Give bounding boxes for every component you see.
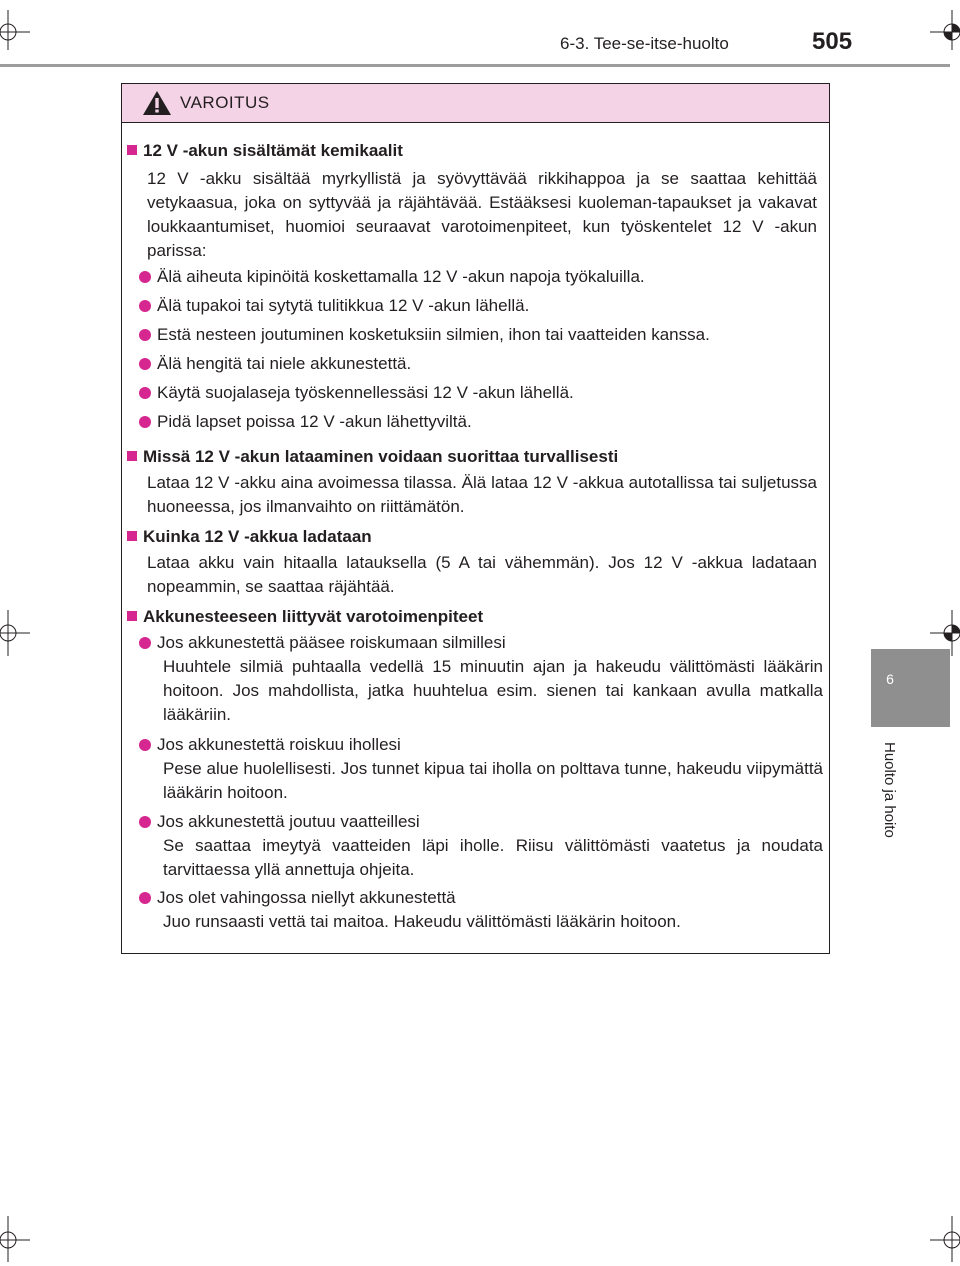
list-item: Pidä lapset poissa 12 V -akun lähettyviltä. [139, 410, 824, 434]
bullet-dot-icon [139, 637, 151, 649]
list-item: Jos akkunestettä pääsee roiskumaan silmillesi [139, 631, 824, 655]
chapter-number: 6 [886, 671, 894, 687]
bullet-dot-icon [139, 387, 151, 399]
header-rule [0, 64, 950, 67]
bullet-dot-icon [139, 739, 151, 751]
bullet-dot-icon [139, 358, 151, 370]
section-title: Kuinka 12 V -akkua ladataan [127, 525, 372, 549]
section-header: 6-3. Tee-se-itse-huolto [560, 34, 729, 53]
bullet-dot-icon [139, 892, 151, 904]
square-bullet-icon [127, 531, 137, 541]
warning-box [121, 83, 830, 954]
chapter-title-vertical [874, 742, 914, 882]
section-text: Lataa akku vain hitaalla latauksella (5 A tai vähemmän). Jos 12 V -akkua ladataan nopeammin, se saattaa räjähtää. [147, 553, 817, 596]
section-text: 12 V -akku sisältää myrkyllistä ja syövyttävää rikkihappoa ja se saattaa kehittää vetykaasua, joka on syttyvää ja räjähtävää. Estääksesi kuoleman-tapaukset ja vakavat loukkaantumiset, huomioi seuraavat varotoimenpiteet, kun työskentelet 12 V -akun parissa: [147, 169, 817, 260]
list-item: Estä nesteen joutuminen kosketuksiin silmien, ihon tai vaatteiden kanssa. [139, 323, 824, 347]
item-text: Huuhtele silmiä puhtaalla vedellä 15 minuutin ajan ja hakeudu välittömästi lääkärin hoitoon. Jos mahdollista, jatka huuhtelua esim. sienen tai kankaan avulla matkalla lääkäriin. [163, 657, 823, 724]
square-bullet-icon [127, 145, 137, 155]
square-bullet-icon [127, 451, 137, 461]
bullet-dot-icon [139, 300, 151, 312]
bullet-dot-icon [139, 329, 151, 341]
bullet-dot-icon [139, 816, 151, 828]
list-item: Jos olet vahingossa niellyt akkunestettä [139, 886, 824, 910]
warning-triangle-icon [142, 90, 172, 116]
warning-header [122, 84, 829, 123]
list-item: Älä tupakoi tai sytytä tulitikkua 12 V -akun lähellä. [139, 294, 824, 318]
list-item: Jos akkunestettä roiskuu ihollesi [139, 733, 824, 757]
square-bullet-icon [127, 611, 137, 621]
warning-title: VAROITUS [180, 93, 270, 112]
chapter-title: Huolto ja hoito [881, 742, 898, 838]
page-number: 505 [812, 28, 853, 55]
section-title: Missä 12 V -akun lataaminen voidaan suorittaa turvallisesti [127, 445, 618, 469]
section-title: 12 V -akun sisältämät kemikaalit [127, 139, 403, 163]
bullet-dot-icon [139, 271, 151, 283]
list-item: Jos akkunestettä joutuu vaatteillesi [139, 810, 824, 834]
section-text: Lataa 12 V -akku aina avoimessa tilassa. Älä lataa 12 V -akkua autotallissa tai suljetussa huoneessa, jos ilmanvaihto on riittämätön. [147, 473, 817, 516]
item-text: Pese alue huolellisesti. Jos tunnet kipua tai iholla on polttava tunne, hakeudu viipymättä lääkärin hoitoon. [163, 759, 823, 802]
section-title: Akkunesteeseen liittyvät varotoimenpiteet [127, 605, 483, 629]
list-item: Käytä suojalaseja työskennellessäsi 12 V -akun lähellä. [139, 381, 824, 405]
item-text: Se saattaa imeytyä vaatteiden läpi iholle. Riisu välittömästi vaatetus ja noudata tarvittaessa yllä annettuja ohjeita. [163, 836, 823, 879]
chapter-tab [871, 649, 950, 727]
bullet-dot-icon [139, 416, 151, 428]
list-item: Älä hengitä tai niele akkunestettä. [139, 352, 824, 376]
item-text: Juo runsaasti vettä tai maitoa. Hakeudu välittömästi lääkärin hoitoon. [163, 912, 681, 931]
list-item: Älä aiheuta kipinöitä koskettamalla 12 V -akun napoja työkaluilla. [139, 265, 824, 289]
